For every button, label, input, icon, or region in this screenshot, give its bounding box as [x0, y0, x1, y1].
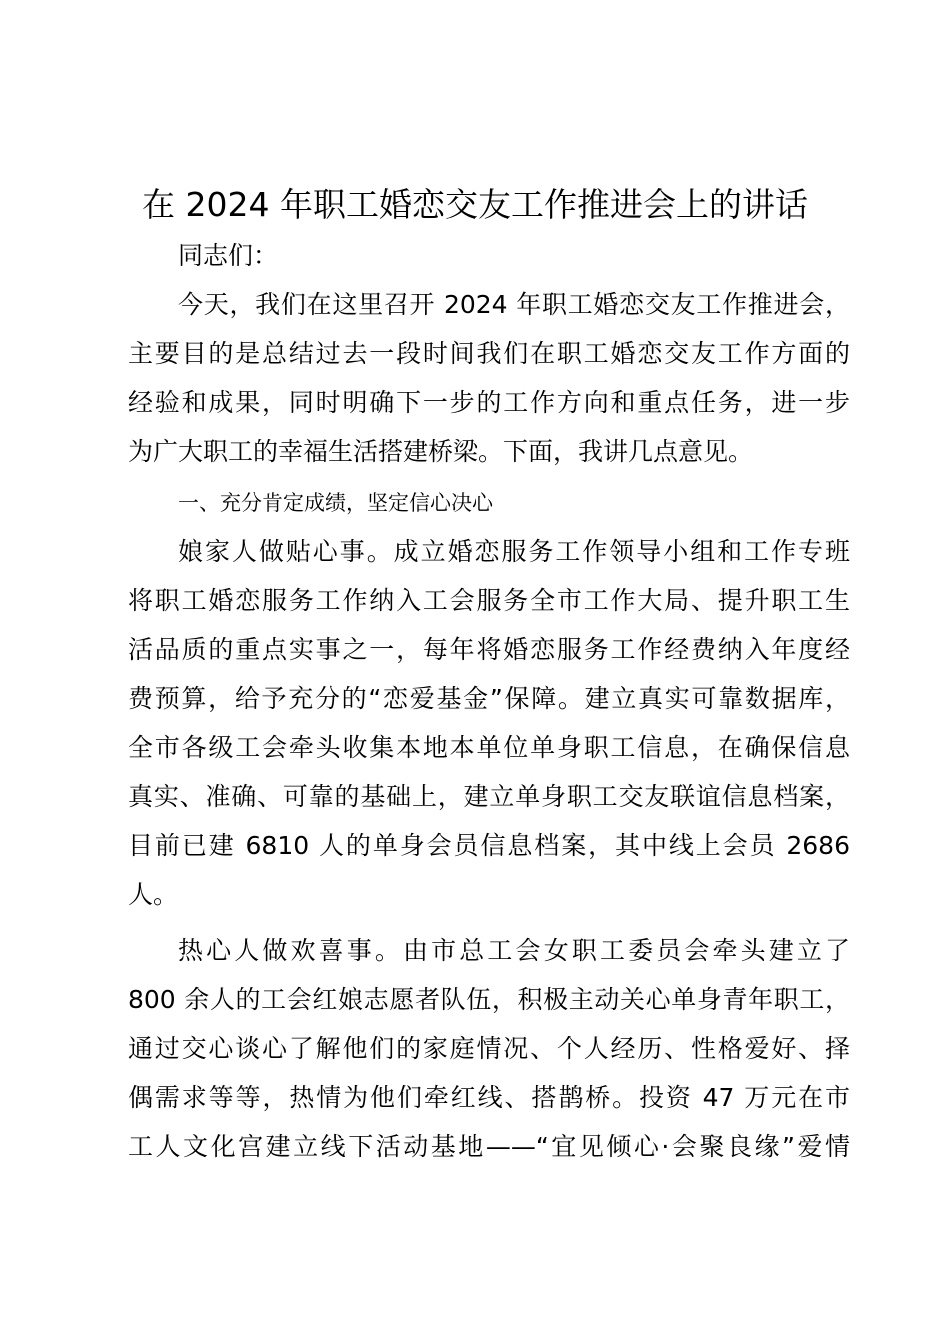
paragraph-line: 工人文化宫建立线下活动基地——“宜见倾心·会聚良缘”爱情	[128, 1132, 850, 1161]
paragraph-line: 今天，我们在这里召开 2024 年职工婚恋交友工作推进会，	[178, 290, 850, 319]
paragraph-line: 费预算，给予充分的“恋爱基金”保障。建立真实可靠数据库，	[128, 684, 850, 713]
paragraph-line: 人。	[128, 880, 179, 909]
paragraph-line: 娘家人做贴心事。成立婚恋服务工作领导小组和工作专班	[178, 537, 850, 566]
paragraph-line: 偶需求等等，热情为他们牵红线、搭鹊桥。投资 47 万元在市	[128, 1083, 850, 1112]
section-heading: 一、充分肯定成绩，坚定信心决心	[178, 491, 493, 515]
paragraph-line: 全市各级工会牵头收集本地本单位单身职工信息，在确保信息	[128, 733, 850, 762]
paragraph-line: 800 余人的工会红娘志愿者队伍，积极主动关心单身青年职工，	[128, 985, 850, 1014]
paragraph-line: 将职工婚恋服务工作纳入工会服务全市工作大局、提升职工生	[128, 586, 850, 615]
paragraph-line: 热心人做欢喜事。由市总工会女职工委员会牵头建立了	[178, 936, 850, 965]
paragraph-line: 活品质的重点实事之一，每年将婚恋服务工作经费纳入年度经	[128, 635, 850, 664]
paragraph-line: 为广大职工的幸福生活搭建桥梁。下面，我讲几点意见。	[128, 437, 754, 466]
paragraph-line: 经验和成果，同时明确下一步的工作方向和重点任务，进一步	[128, 388, 850, 417]
paragraph-line: 通过交心谈心了解他们的家庭情况、个人经历、性格爱好、择	[128, 1034, 850, 1063]
salutation: 同志们：	[178, 241, 279, 270]
document-title: 在 2024 年职工婚恋交友工作推进会上的讲话	[142, 185, 808, 224]
paragraph-line: 主要目的是总结过去一段时间我们在职工婚恋交友工作方面的	[128, 339, 850, 368]
paragraph-line: 真实、准确、可靠的基础上，建立单身职工交友联谊信息档案，	[128, 782, 850, 811]
paragraph-line: 目前已建 6810 人的单身会员信息档案，其中线上会员 2686	[128, 831, 850, 860]
